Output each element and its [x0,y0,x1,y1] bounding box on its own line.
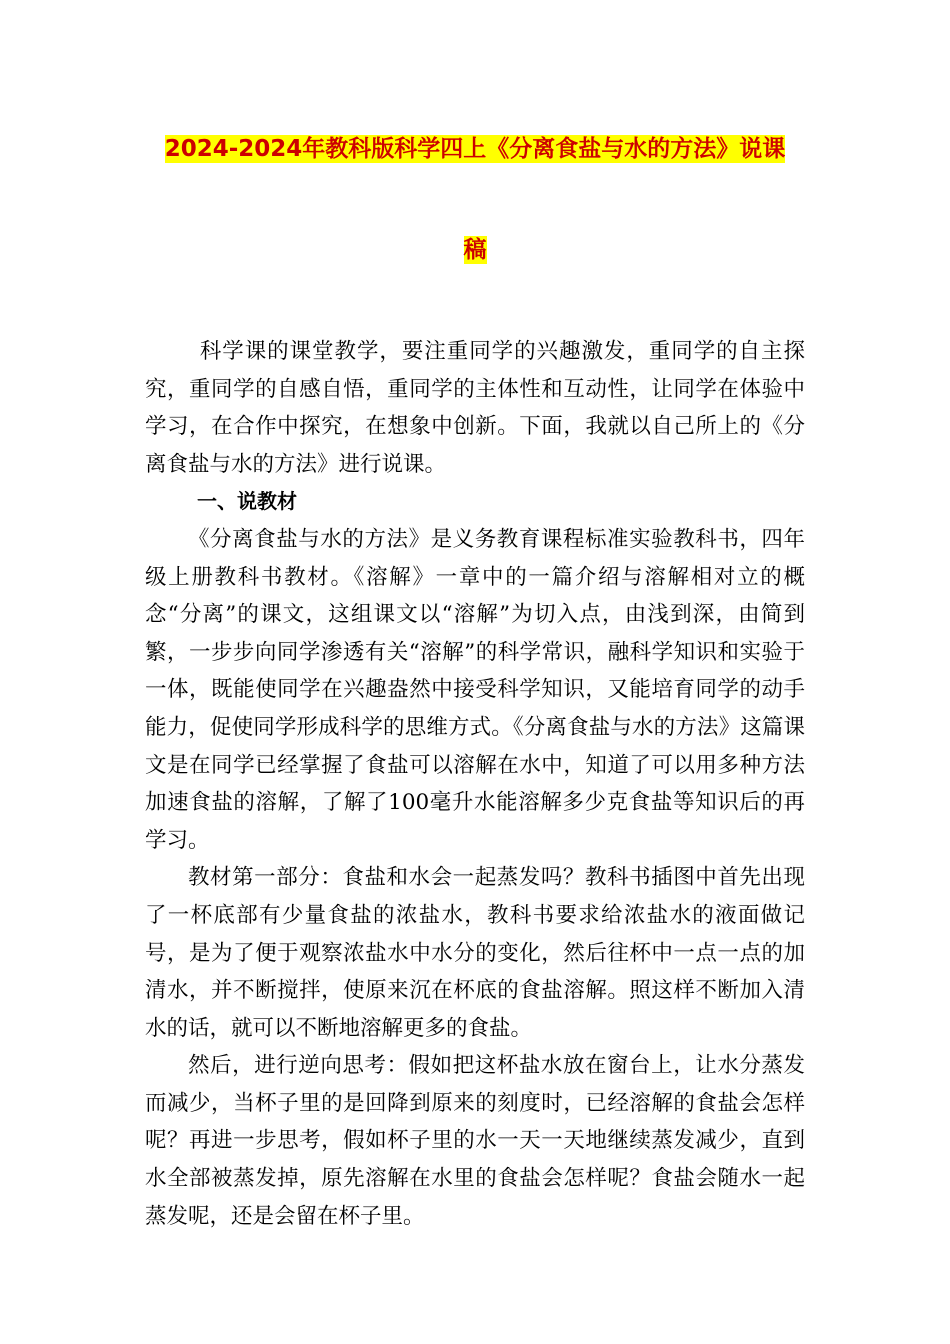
paragraph-reverse-thinking: 然后，进行逆向思考：假如把这杯盐水放在窗台上，让水分蒸发而减少，当杯子里的是回降到原来的刻度时，已经溶解的食盐会怎样呢？再进一步思考，假如杯子里的水一天一天地继续蒸发减少，直到水全部被蒸发掉，原先溶解在水里的食盐会怎样呢？食盐会随水一起蒸发呢，还是会留在杯子里。 [145,1053,805,1229]
paragraph-textbook-part-one: 教材第一部分：食盐和水会一起蒸发吗？教科书插图中首先出现了一杯底部有少量食盐的浓盐水，教科书要求给浓盐水的液面做记号，是为了便于观察浓盐水中水分的变化，然后往杯中一点一点的加清水，并不断搅拌，使原来沉在杯底的食盐溶解。照这样不断加入清水的话，就可以不断地溶解更多的食盐。 [145,865,805,1041]
document-title-line2: 稿 [463,237,487,263]
paragraph-textbook-overview: 《分离食盐与水的方法》是义务教育课程标准实验教科书，四年级上册教科书教材。《溶解》一章中的一篇介绍与溶解相对立的概念“分离”的课文，这组课文以“溶解”为切入点，由浅到深，由简到繁，一步步向同学渗透有关“溶解”的科学常识，融科学知识和实验于一体，既能使同学在兴趣盎然中接受科学知识，又能培育同学的动手能力，促使同学形成科学的思维方式。《分离食盐与水的方法》这篇课文是在同学已经掌握了食盐可以溶解在水中，知道了可以用多种方法加速食盐的溶解，了解了100毫升水能溶解多少克食盐等知识后的再学习。 [145,526,805,853]
document-title [0,132,950,166]
document-title-continued [0,233,950,267]
intro-paragraph: 科学课的课堂教学，要注重同学的兴趣激发，重同学的自主探究，重同学的自感自悟，重同学的主体性和互动性，让同学在体验中学习，在合作中探究，在想象中创新。下面，我就以自己所上的《分离食盐与水的方法》进行说课。 [145,339,805,477]
document-body [145,333,805,1235]
section-heading-textbook: 一、说教材 [197,489,297,514]
document-title-line1: 2024-2024年教科版科学四上《分离食盐与水的方法》说课 [164,136,786,162]
